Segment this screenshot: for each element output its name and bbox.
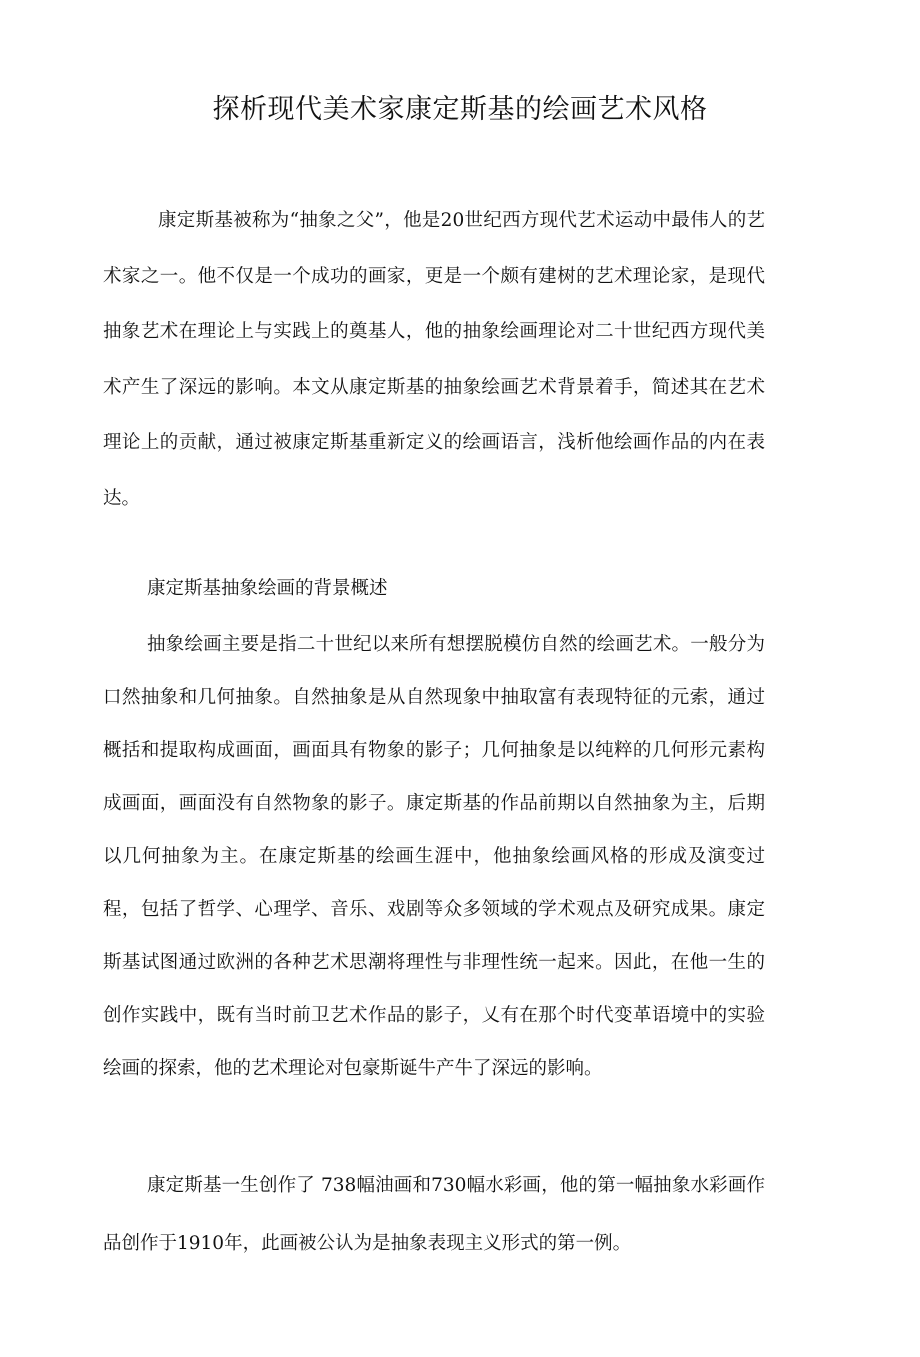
section-heading: 康定斯基抽象绘画的背景概述 [147, 578, 388, 599]
body-paragraph-1: 抽象绘画主要是指二十世纪以来所有想摆脱模仿自然的绘画艺术。一般分为口然抽象和几何抽象。自然抽象是从自然现象中抽取富有表现特征的元索，通过概括和提取构成画面，画面具有物象的影子；几何抽象是以纯粹的几何形元素构成画面，画面没有自然物象的影子。康定斯基的作品前期以自然抽象为主，后期以几何抽象为主。在康定斯基的绘画生涯中，他抽象绘画风格的形成及演变过程，包括了哲学、心理学、音乐、戏剧等众多领域的学术观点及研究成果。康定斯基试图通过欧洲的各种艺术思潮将理性与非理性统一起来。因此，在他一生的创作实践中，既有当时前卫艺术作品的影子，乂有在那个时代变革语境中的实验绘画的探索，他的艺术理论对包豪斯诞牛产牛了深远的影响。 [103, 634, 765, 1079]
intro-paragraph: 康定斯基被称为“抽象之父”，他是20世纪西方现代艺术运动中最伟人的艺术家之一。他不仅是一个成功的画家，更是一个颇有建树的艺术理论家，是现代抽象艺术在理论上与实践上的奠基人，他的抽象绘画理论对二十世纪西方现代美术产生了深远的影响。本文从康定斯基的抽象绘画艺术背景着手，简述其在艺术理论上的贡献，通过被康定斯基重新定义的绘画语言，浅析他绘画作品的内在表达。 [103, 210, 765, 509]
document-title: 探析现代美术家康定斯基的绘画艺术风格 [212, 94, 708, 125]
body-paragraph-2: 康定斯基一生创作了 738幅油画和730幅水彩画，他的第一幅抽象水彩画作品创作于1910年，此画被公认为是抽象表现主义形式的第一例。 [103, 1175, 765, 1254]
